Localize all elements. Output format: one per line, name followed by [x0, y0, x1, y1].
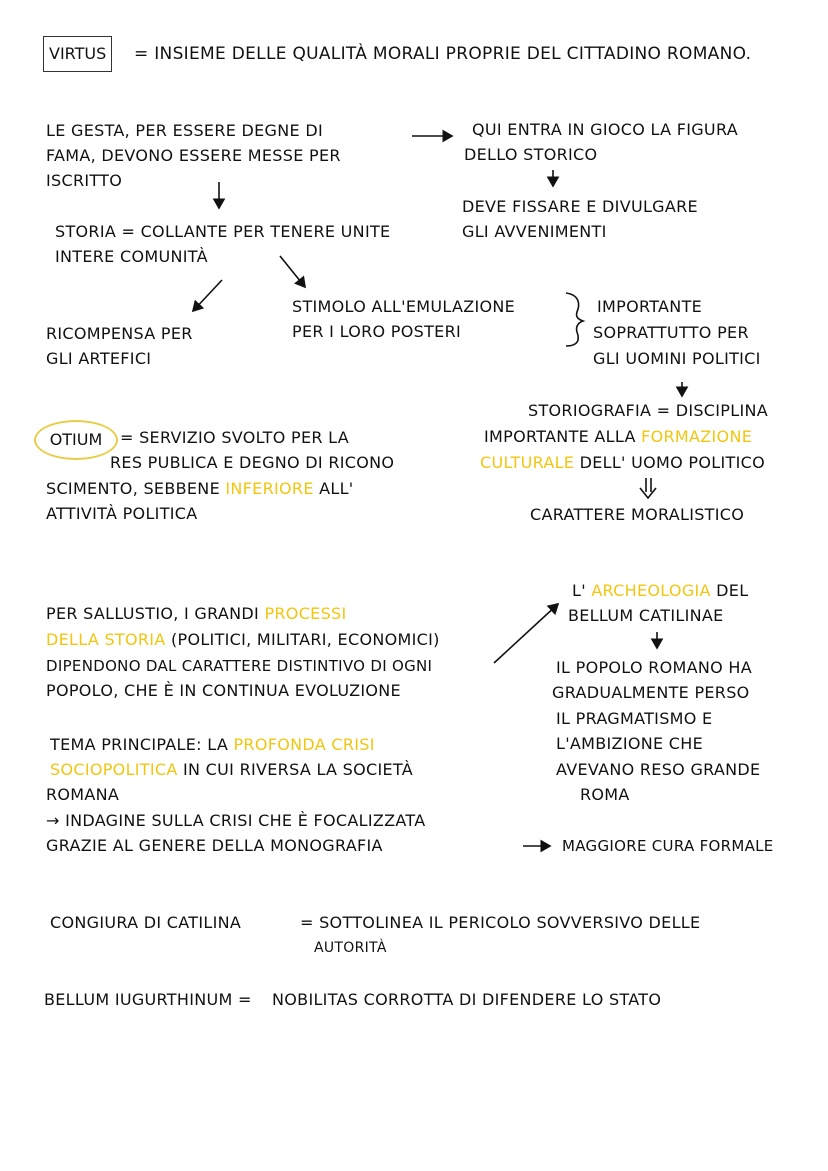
- iugurthinum-term: BELLUM IUGURTHINUM =: [44, 990, 252, 1009]
- gesta-line: ISCRITTO: [46, 171, 123, 190]
- congiura-definition: = SOTTOLINEA IL PERICOLO SOVVERSIVO DELLE: [300, 913, 701, 932]
- arrow-down-right-icon: [280, 256, 305, 287]
- stimolo-line: PER I LORO POSTERI: [292, 322, 462, 341]
- sallustio-text: (POLITICI, MILITARI, ECONOMICI): [165, 630, 440, 649]
- archeologia-result-line: ROMA: [580, 785, 630, 804]
- archeologia-line: [572, 578, 748, 604]
- sallustio-text: PER SALLUSTIO, I GRANDI: [46, 604, 265, 623]
- highlight-archeologia: ARCHEOLOGIA: [591, 581, 711, 600]
- storico-result-line: DEVE FISSARE E DIVULGARE: [462, 197, 698, 216]
- arrow-up-right-icon: [494, 604, 558, 663]
- storiografia-line: [484, 424, 752, 450]
- virtus-definition: = INSIEME DELLE QUALITÀ MORALI PROPRIE DEL CITTADINO ROMANO.: [134, 44, 752, 64]
- otium-line: [46, 476, 354, 502]
- sallustio-line: [46, 627, 440, 653]
- otium-line: ATTIVITÀ POLITICA: [46, 504, 198, 523]
- highlight-culturale: CULTURALE: [480, 453, 575, 472]
- importante-line: IMPORTANTE: [597, 297, 703, 316]
- arrow-down-left-icon: [193, 280, 222, 311]
- congiura-term: CONGIURA DI CATILINA: [50, 913, 242, 932]
- otium-text: SCIMENTO, SEBBENE: [46, 479, 226, 498]
- highlight-profonda-crisi: PROFONDA CRISI: [233, 735, 375, 754]
- otium-text: ALL': [313, 479, 354, 498]
- storiografia-line: STORIOGRAFIA = DISCIPLINA: [528, 401, 768, 420]
- storiografia-line: [480, 450, 765, 476]
- otium-term-circle: OTIUM: [34, 420, 118, 460]
- stimolo-line: STIMOLO ALL'EMULAZIONE: [292, 297, 516, 316]
- highlight-sociopolitica: SOCIOPOLITICA: [50, 760, 178, 779]
- storiografia-result: CARATTERE MORALISTICO: [530, 505, 745, 524]
- archeologia-text: L': [572, 581, 592, 600]
- indagine-result: MAGGIORE CURA FORMALE: [562, 837, 774, 855]
- archeologia-result-line: GRADUALMENTE PERSO: [552, 683, 750, 702]
- indagine-line: → INDAGINE SULLA CRISI CHE È FOCALIZZATA: [46, 811, 426, 830]
- importante-line: SOPRATTUTTO PER: [593, 323, 749, 342]
- brace-icon: [566, 293, 583, 346]
- storiografia-text: DELL' UOMO POLITICO: [574, 453, 765, 472]
- highlight-inferiore: INFERIORE: [225, 479, 314, 498]
- ricompensa-line: GLI ARTEFICI: [46, 349, 152, 368]
- archeologia-result-line: IL PRAGMATISMO E: [556, 709, 713, 728]
- indagine-line: GRAZIE AL GENERE DELLA MONOGRAFIA: [46, 836, 383, 855]
- iugurthinum-definition: NOBILITAS CORROTTA DI DIFENDERE LO STATO: [272, 990, 662, 1009]
- archeologia-line: BELLUM CATILINAE: [568, 606, 724, 625]
- gesta-line: FAMA, DEVONO ESSERE MESSE PER: [46, 146, 341, 165]
- otium-line: RES PUBLICA E DEGNO DI RICONO: [110, 453, 395, 472]
- archeologia-result-line: IL POPOLO ROMANO HA: [556, 658, 753, 677]
- gesta-line: LE GESTA, PER ESSERE DEGNE DI: [46, 121, 323, 140]
- virtus-term-box: VIRTUS: [43, 36, 112, 72]
- storico-result-line: GLI AVVENIMENTI: [462, 222, 607, 241]
- sallustio-line: DIPENDONO DAL CARATTERE DISTINTIVO DI OGNI: [46, 657, 433, 675]
- tema-text: TEMA PRINCIPALE: LA: [50, 735, 234, 754]
- storiografia-text: IMPORTANTE ALLA: [484, 427, 642, 446]
- highlight-della-storia: DELLA STORIA: [46, 630, 166, 649]
- tema-line: ROMANA: [46, 785, 120, 804]
- storia-line: STORIA = COLLANTE PER TENERE UNITE: [55, 222, 391, 241]
- archeologia-text: DEL: [710, 581, 749, 600]
- storico-line: QUI ENTRA IN GIOCO LA FIGURA: [472, 120, 738, 139]
- storia-line: INTERE COMUNITÀ: [55, 247, 208, 266]
- tema-line: [50, 732, 375, 758]
- congiura-definition: AUTORITÀ: [314, 940, 387, 956]
- importante-line: GLI UOMINI POLITICI: [593, 349, 761, 368]
- storico-line: DELLO STORICO: [464, 145, 598, 164]
- highlight-processi: PROCESSI: [264, 604, 347, 623]
- sallustio-line: POPOLO, CHE È IN CONTINUA EVOLUZIONE: [46, 681, 401, 700]
- sallustio-line: [46, 601, 347, 627]
- ricompensa-line: RICOMPENSA PER: [46, 324, 193, 343]
- highlight-formazione: FORMAZIONE: [641, 427, 753, 446]
- double-arrow-down-icon: [640, 488, 656, 498]
- archeologia-result-line: L'AMBIZIONE CHE: [556, 734, 704, 753]
- otium-line: = SERVIZIO SVOLTO PER LA: [120, 428, 349, 447]
- tema-line: [50, 757, 413, 783]
- tema-text: IN CUI RIVERSA LA SOCIETÀ: [177, 760, 414, 779]
- archeologia-result-line: AVEVANO RESO GRANDE: [556, 760, 761, 779]
